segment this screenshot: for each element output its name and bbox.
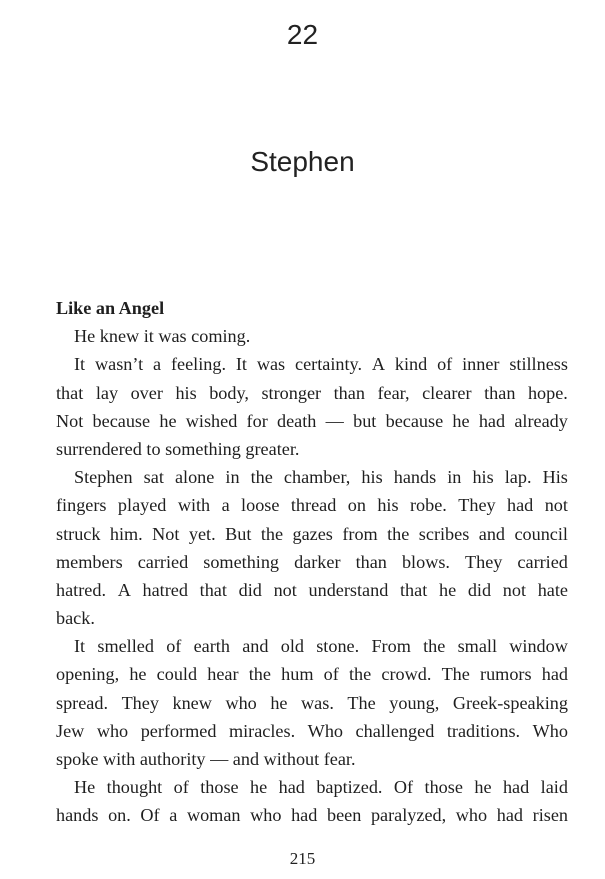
text-line: fingers played with a loose thread on his robe. They had not bbox=[56, 495, 568, 516]
text-line: struck him. Not yet. But the gazes from the scribes and council bbox=[56, 523, 568, 544]
text-line: It wasn’t a feeling. It was certainty. A kind of inner stillness bbox=[74, 354, 568, 375]
chapter-body bbox=[56, 294, 568, 830]
text-line: He thought of those he had baptized. Of those he had laid bbox=[74, 777, 568, 798]
section-heading: Like an Angel bbox=[56, 298, 165, 318]
text-line: He knew it was coming. bbox=[74, 326, 251, 347]
text-line: back. bbox=[56, 608, 95, 629]
text-line: surrendered to something greater. bbox=[56, 438, 300, 459]
text-line: hands on. Of a woman who had been paralyzed, who had risen bbox=[56, 805, 568, 826]
page-number: 215 bbox=[289, 849, 316, 868]
text-line: opening, he could hear the hum of the crowd. The rumors had bbox=[56, 664, 568, 685]
chapter-number: 22 bbox=[286, 19, 319, 50]
text-line: members carried something darker than blows. They carried bbox=[56, 551, 568, 572]
text-line: Not because he wished for death — but because he had already bbox=[56, 410, 568, 431]
text-line: spoke with authority — and without fear. bbox=[56, 749, 356, 769]
text-line: It smelled of earth and old stone. From the small window bbox=[74, 636, 568, 657]
text-line: that lay over his body, stronger than fear, clearer than hope. bbox=[56, 382, 568, 403]
chapter-title: Stephen bbox=[250, 146, 355, 177]
text-line: Stephen sat alone in the chamber, his hands in his lap. His bbox=[74, 467, 568, 488]
text-line: Jew who performed miracles. Who challenged traditions. Who bbox=[56, 720, 568, 741]
text-line: hatred. A hatred that did not understand that he did not hate bbox=[56, 579, 568, 600]
text-line: spread. They knew who he was. The young, Greek-speaking bbox=[56, 692, 568, 713]
